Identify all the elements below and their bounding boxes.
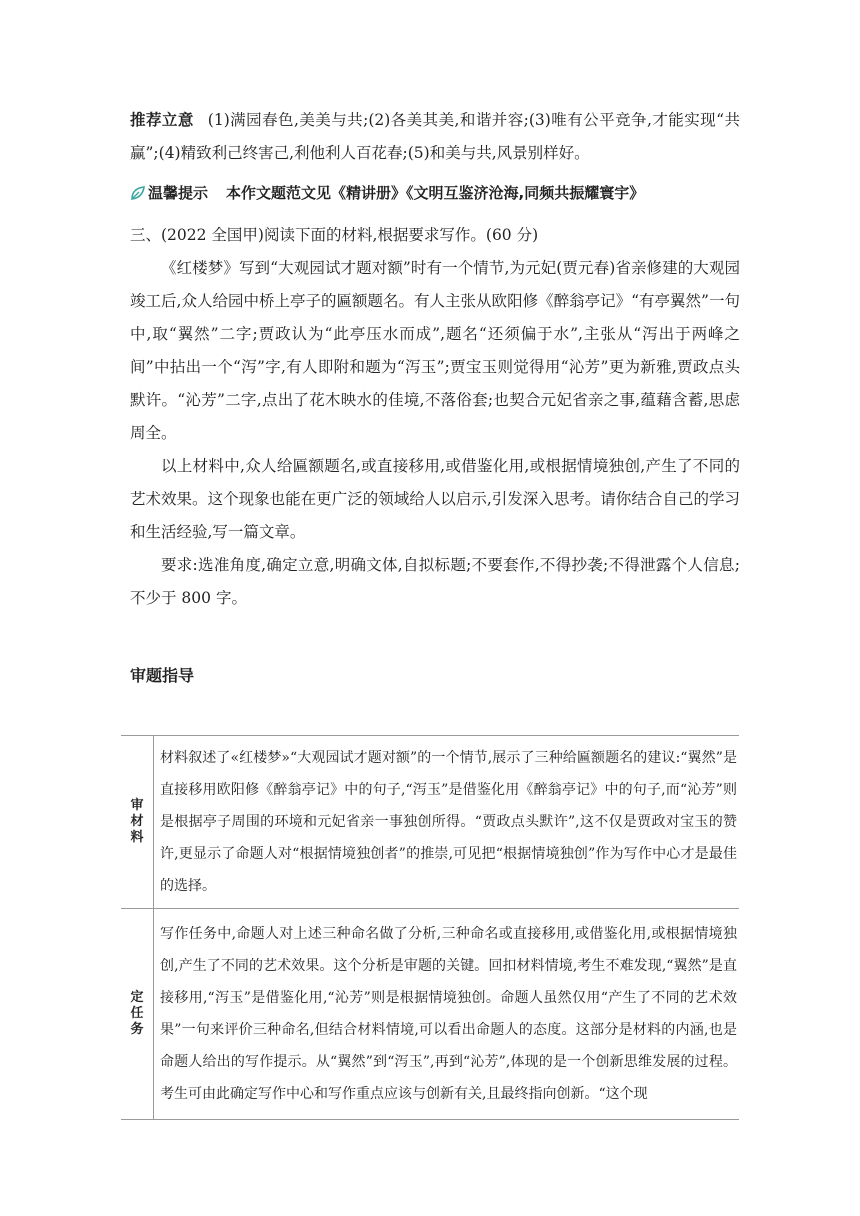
recommended-themes [130, 104, 740, 170]
recommended-themes-text: (1)满园春色,美美与共;(2)各美其美,和谐并容;(3)唯有公平竞争,才能实现“共赢”;(4)精致利己终害己,利他利人百花春;(5)和美与共,风景别样好。 [130, 111, 740, 162]
question-prompt: 以上材料中,众人给匾额题名,或直接移用,或借鉴化用,或根据情境独创,产生了不同的艺术效果。这个现象也能在更广泛的领域给人以启示,引发深入思考。请你结合自己的学习和生活经验,写一篇文章。 [130, 457, 740, 541]
table-row [121, 736, 739, 909]
question-material: 《红楼梦》写到“大观园试才题对额”时有一个情节,为元妃(贾元春)省亲修建的大观园竣工后,众人给园中桥上亭子的匾额题名。有人主张从欧阳修《醉翁亭记》“有亭翼然”一句中,取“翼然”二字;贾政认为“此亭压水而成”,题名“还须偏于水”,主张从“泻出于两峰之间”中拈出一个“泻”字,有人即附和题为“泻玉”;贾宝玉则觉得用“沁芳”更为新雅,贾政点头默许。“沁芳”二字,点出了花木映水的佳境,不落俗套;也契合元妃省亲之事,蕴藉含蓄,思虑周全。 [130, 259, 740, 442]
warm-tip [130, 181, 750, 205]
question-heading: 三、(2022 全国甲)阅读下面的材料,根据要求写作。(60 分) [130, 226, 539, 244]
section-title: 审题指导 [130, 666, 195, 685]
warm-tip-text: 本作文题范文见《精讲册》《文明互鉴济沧海,同频共振耀寰宇》 [226, 184, 645, 202]
row-header: 定任务 [121, 909, 154, 1120]
question-requirements: 要求:选准角度,确定立意,明确文体,自拟标题;不要套作,不得抄袭;不得泄露个人信息;不少于 800 字。 [130, 556, 740, 607]
row-body: 材料叙述了«红楼梦»“大观园试才题对额”的一个情节,展示了三种给匾额题名的建议:“翼然”是直接移用欧阳修《醉翁亭记》中的句子,“泻玉”是借鉴化用《醉翁亭记》中的句子,而“沁芳”则是根据亭子周围的环境和元妃省亲一事独创所得。“贾政点头默许”,这不仅是贾政对宝玉的赞许,更显示了命题人对“根据情境独创者”的推崇,可见把“根据情境独创”作为写作中心才是最佳的选择。 [154, 736, 740, 909]
guide-table [121, 735, 739, 1120]
recommended-themes-label: 推荐立意 [130, 111, 194, 129]
leaf-icon [130, 185, 146, 201]
warm-tip-label: 温馨提示 [148, 184, 209, 202]
row-body: 写作任务中,命题人对上述三种命名做了分析,三种命名或直接移用,或借鉴化用,或根据情境独创,产生了不同的艺术效果。这个分析是审题的关键。回扣材料情境,考生不难发现,“翼然”是直接移用,“泻玉”是借鉴化用,“沁芳”则是根据情境独创。命题人虽然仅用“产生了不同的艺术效果”一句来评价三种命名,但结合材料情境,可以看出命题人的态度。这部分是材料的内涵,也是命题人给出的写作提示。从“翼然”到“泻玉”,再到“沁芳”,体现的是一个创新思维发展的过程。考生可由此确定写作中心和写作重点应该与创新有关,且最终指向创新。“这个现 [154, 909, 740, 1120]
table-row [121, 909, 739, 1120]
row-header: 审材料 [121, 736, 154, 909]
